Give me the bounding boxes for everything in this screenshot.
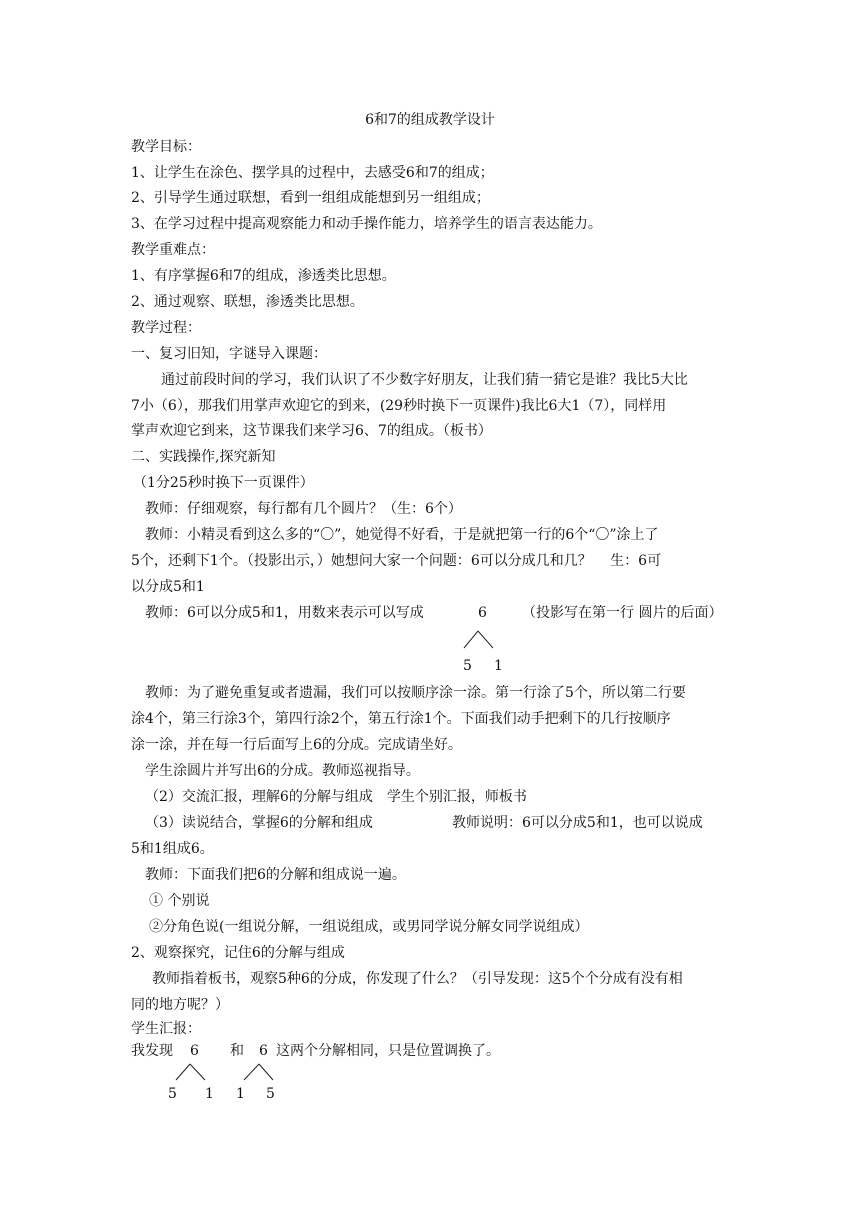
goal-item: 3、在学习过程中提高观察能力和动手操作能力，培养学生的语言表达能力。: [131, 216, 602, 232]
report-suffix: 这两个分解相同，只是位置调换了。: [276, 1043, 500, 1059]
paragraph-line: （2）交流汇报，理解6的分解与组成 学生个别汇报，师板书: [145, 789, 527, 805]
decomposition-total: 6: [478, 605, 487, 621]
paragraph-line: 7小（6），那我们用掌声欢迎它的到来，(29秒时换下一页课件)我比6大1（7），同样用: [131, 398, 667, 414]
paragraph-line: 通过前段时间的学习，我们认识了不少数字好朋友，让我们猜一猜它是谁？我比5大比: [161, 372, 688, 388]
paragraph-line: 5和1组成6。: [131, 841, 214, 857]
decomposition-branch: [240, 1060, 280, 1082]
paragraph-line: 5个，还剩下1个。（投影出示，）她想问大家一个问题：6可以分成几和几？ 生：6可: [131, 553, 662, 569]
paragraph-line: （3）读说结合，掌握6的分解和组成: [145, 815, 373, 831]
paragraph-line: 学生涂圆片并写出6的分成。教师巡视指导。: [145, 763, 420, 779]
goals-heading: 教学目标：: [131, 139, 201, 155]
paragraph-line: 涂4个，第三行涂3个，第四行涂2个，第五行涂1个。下面我们动手把剩下的几行按顺序: [131, 711, 671, 727]
report-prefix: 我发现: [131, 1043, 173, 1059]
paragraph-line: （投影写在第一行 圆片的后面）: [522, 605, 723, 621]
decomposition-part: 1: [236, 1086, 245, 1102]
decomposition-part: 5: [168, 1086, 177, 1102]
list-item: ① 个别说: [149, 893, 210, 909]
goal-item: 2、引导学生通过联想，看到一组组成能想到另一组组成；: [131, 190, 490, 206]
goal-item: 1、让学生在涂色、摆学具的过程中，去感受6和7的组成；: [131, 165, 494, 181]
decomposition-total: 6: [190, 1043, 199, 1059]
report-and: 和: [230, 1043, 244, 1059]
list-item: ②分角色说(一组说分解，一组说组成，或男同学说分解女同学说组成）: [149, 919, 589, 935]
subsection-heading: 2、观察探究，记住6的分解与组成: [131, 945, 345, 961]
paragraph-line: 以分成5和1: [131, 579, 205, 595]
keypoint-item: 1、有序掌握6和7的组成，渗透类比思想。: [131, 268, 396, 284]
section2-heading: 二、实践操作,探究新知: [131, 449, 276, 465]
report-heading: 学生汇报：: [131, 1021, 201, 1037]
paragraph-line: 教师说明：6可以分成5和1，也可以说成: [452, 815, 703, 831]
paragraph-line: 同的地方呢？）: [131, 997, 229, 1013]
paragraph-line: 教师：小精灵看到这么多的“〇”，她觉得不好看，于是就把第一行的6个“〇”涂上了: [145, 527, 659, 543]
decomposition-part: 5: [266, 1086, 275, 1102]
paragraph-line: 教师：仔细观察，每行都有几个圆片？（生：6个）: [145, 501, 462, 517]
decomposition-part: 1: [205, 1086, 214, 1102]
decomposition-branch: [460, 626, 500, 650]
decomposition-part: 5: [463, 658, 472, 674]
paragraph-line: 教师：为了避免重复或者遗漏，我们可以按顺序涂一涂。第一行涂了5个，所以第二行要: [145, 685, 686, 701]
decomposition-part: 1: [494, 658, 503, 674]
keypoints-heading: 教学重难点：: [131, 242, 215, 258]
paragraph-line: 教师指着板书，观察5种6的分成，你发现了什么？（引导发现：这5个个分成有没有相: [152, 971, 683, 987]
time-note: （1分25秒时换下一页课件）: [133, 475, 314, 491]
paragraph-line: 涂一涂，并在每一行后面写上6的分成。完成请坐好。: [131, 737, 462, 753]
doc-title: 6和7的组成教学设计: [365, 112, 495, 128]
decomposition-total: 6: [259, 1043, 268, 1059]
decomposition-branch: [172, 1060, 212, 1082]
paragraph-line: 教师：下面我们把6的分解和组成说一遍。: [145, 867, 406, 883]
process-heading: 教学过程：: [131, 320, 201, 336]
section1-heading: 一、复习旧知，字谜导入课题：: [131, 346, 327, 362]
keypoint-item: 2、通过观察、联想，渗透类比思想。: [131, 294, 364, 310]
paragraph-line: 掌声欢迎它到来，这节课我们来学习6、7的组成。（板书）: [131, 423, 492, 439]
paragraph-line: 教师：6可以分成5和1，用数来表示可以写成: [145, 605, 424, 621]
